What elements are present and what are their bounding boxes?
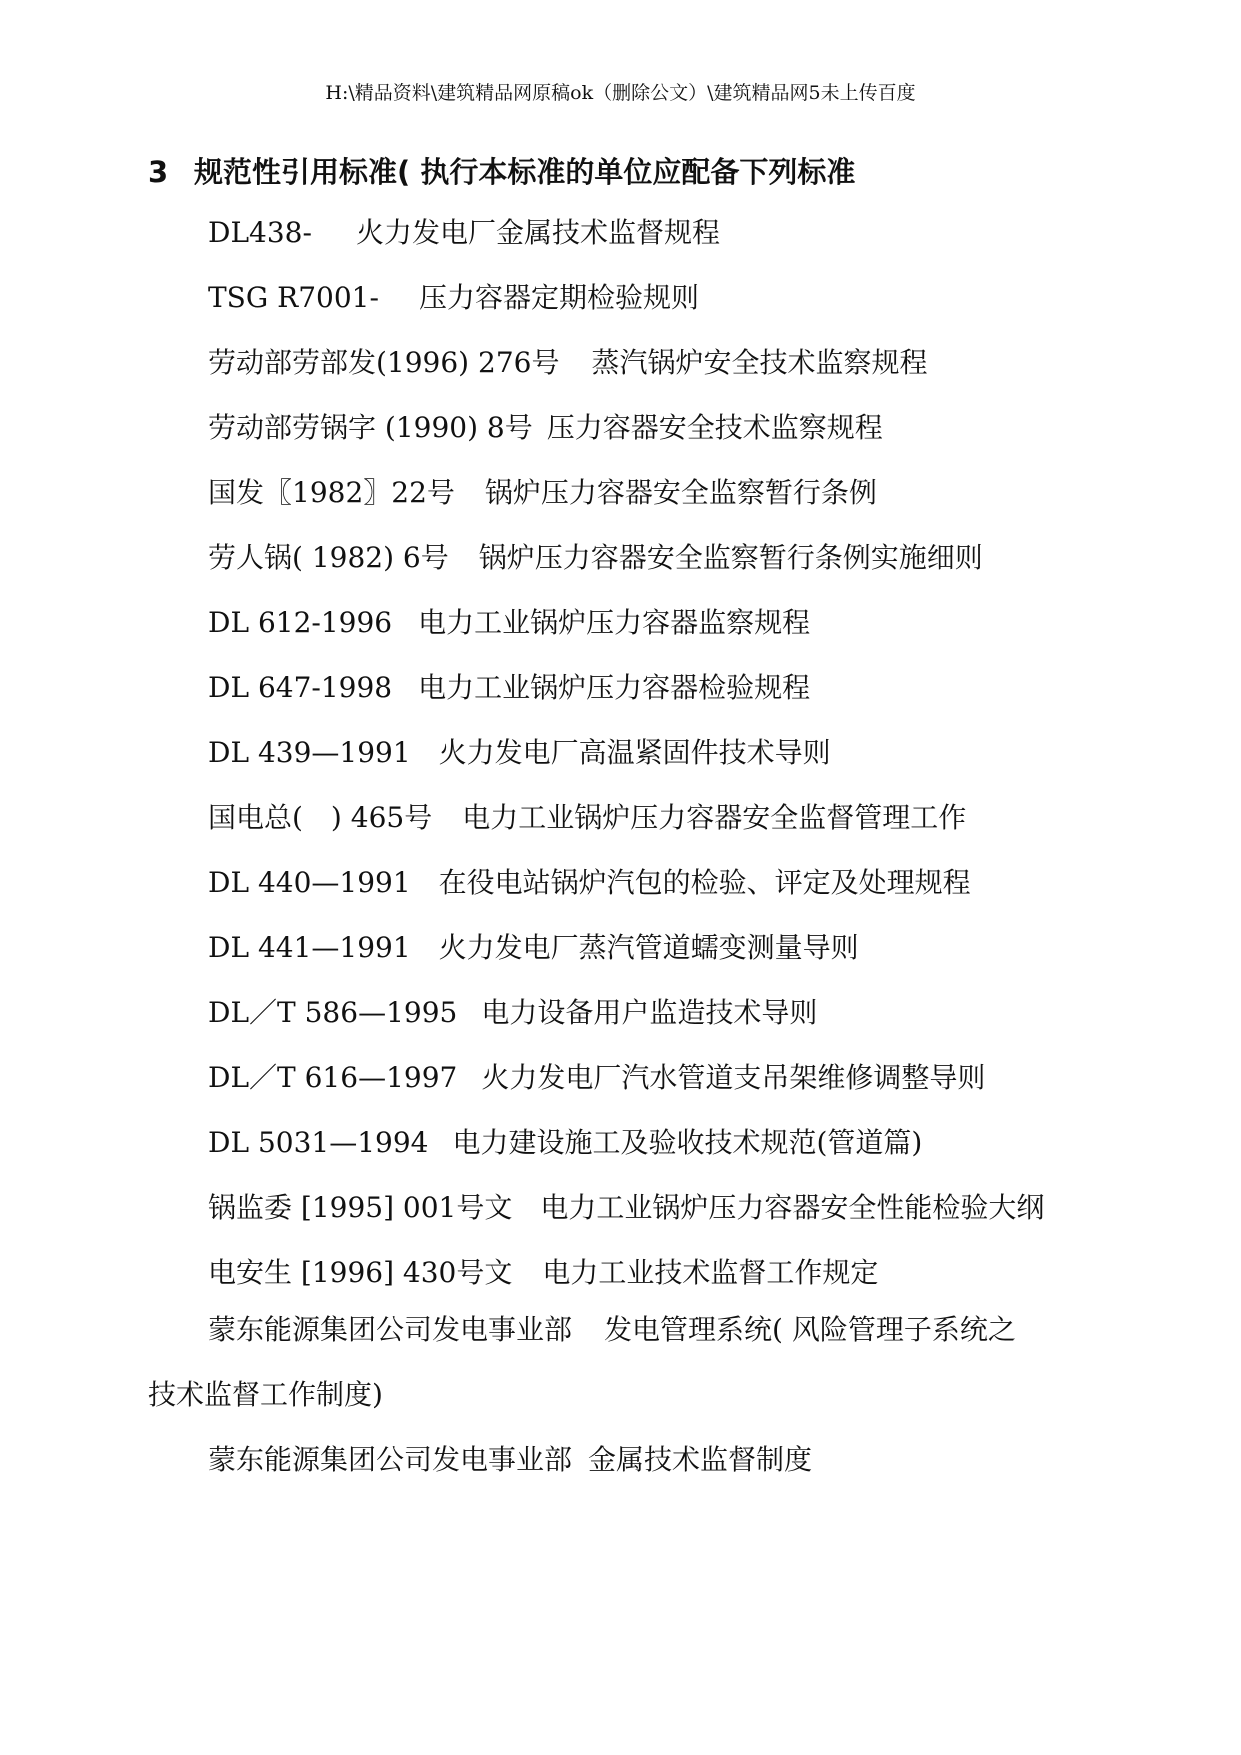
- standard-code: DL 439—1991: [208, 736, 411, 769]
- standard-title: 电力工业技术监督工作规定: [542, 1256, 879, 1289]
- section-heading: [148, 150, 855, 191]
- standard-title: 锅炉压力容器安全监察暂行条例: [484, 476, 877, 509]
- standard-row: [208, 476, 877, 510]
- standard-code: DL／T 616—1997: [208, 1061, 458, 1094]
- standard-row: [208, 1126, 922, 1160]
- standard-code: DL 612-1996: [208, 606, 393, 639]
- standard-row: [208, 1191, 1044, 1225]
- standard-title: 锅炉压力容器安全监察暂行条例实施细则: [478, 541, 983, 574]
- standard-row: [208, 346, 927, 380]
- tail-line-1-code: 蒙东能源集团公司发电事业部: [208, 1313, 573, 1346]
- section-title: 规范性引用标准( 执行本标准的单位应配备下列标准: [194, 155, 856, 189]
- standard-row: [208, 996, 817, 1030]
- standard-row: [208, 541, 983, 575]
- standard-row: [208, 411, 883, 445]
- standard-row: [208, 281, 699, 315]
- tail-line-2-title: 金属技术监督制度: [588, 1443, 813, 1476]
- standard-code: 劳人锅( 1982) 6号: [208, 541, 449, 574]
- standard-code: 国电总( ) 465号: [208, 801, 433, 834]
- standard-title: 压力容器定期检验规则: [418, 281, 699, 314]
- standard-title: 电力工业锅炉压力容器监察规程: [418, 606, 811, 639]
- standard-title: 压力容器安全技术监察规程: [546, 411, 883, 444]
- standard-title: 蒸汽锅炉安全技术监察规程: [591, 346, 928, 379]
- standard-row: [208, 671, 810, 705]
- standard-row: [208, 606, 810, 640]
- standard-title: 电力工业锅炉压力容器安全性能检验大纲: [540, 1191, 1045, 1224]
- standard-code: TSG R7001-: [208, 281, 379, 314]
- standard-row: [208, 1256, 878, 1290]
- standard-row: [208, 1061, 985, 1095]
- standard-code: DL 647-1998: [208, 671, 393, 704]
- tail-line-2: [208, 1443, 812, 1477]
- tail-line-1-continuation: 技术监督工作制度): [148, 1378, 383, 1411]
- standard-row: [208, 801, 966, 835]
- standard-title: 火力发电厂蒸汽管道蠕变测量导则: [438, 931, 859, 964]
- page-header-path: H:\精品资料\建筑精品网原稿ok（删除公文）\建筑精品网5未上传百度: [325, 82, 916, 104]
- standard-code: DL 441—1991: [208, 931, 411, 964]
- standard-title: 电力工业锅炉压力容器安全监督管理工作: [462, 801, 967, 834]
- standard-title: 火力发电厂汽水管道支吊架维修调整导则: [481, 1061, 986, 1094]
- standard-code: 国发〖1982〗22号: [208, 476, 455, 509]
- standard-row: [208, 866, 971, 900]
- standard-title: 在役电站锅炉汽包的检验、评定及处理规程: [438, 866, 971, 899]
- standard-code: 劳动部劳锅字 (1990) 8号: [208, 411, 533, 444]
- standard-title: 火力发电厂金属技术监督规程: [355, 216, 720, 249]
- standard-code: 劳动部劳部发(1996) 276号: [208, 346, 560, 379]
- standard-code: 电安生 [1996] 430号文: [208, 1256, 513, 1289]
- tail-line-1: [208, 1313, 1016, 1347]
- standard-code: DL 440—1991: [208, 866, 411, 899]
- standard-row: [208, 216, 720, 250]
- standard-code: 锅监委 [1995] 001号文: [208, 1191, 513, 1224]
- standard-title: 火力发电厂高温紧固件技术导则: [438, 736, 831, 769]
- standard-title: 电力设备用户监造技术导则: [481, 996, 818, 1029]
- standard-code: DL438-: [208, 216, 312, 249]
- standard-row: [208, 736, 831, 770]
- standard-title: 电力工业锅炉压力容器检验规程: [418, 671, 811, 704]
- tail-line-1-title: 发电管理系统( 风险管理子系统之: [604, 1313, 1016, 1346]
- standard-title: 电力建设施工及验收技术规范(管道篇): [452, 1126, 923, 1159]
- standard-row: [208, 931, 859, 965]
- tail-line-2-code: 蒙东能源集团公司发电事业部: [208, 1443, 573, 1476]
- standard-code: DL 5031—1994: [208, 1126, 429, 1159]
- standard-code: DL／T 586—1995: [208, 996, 458, 1029]
- section-number: 3: [148, 155, 169, 189]
